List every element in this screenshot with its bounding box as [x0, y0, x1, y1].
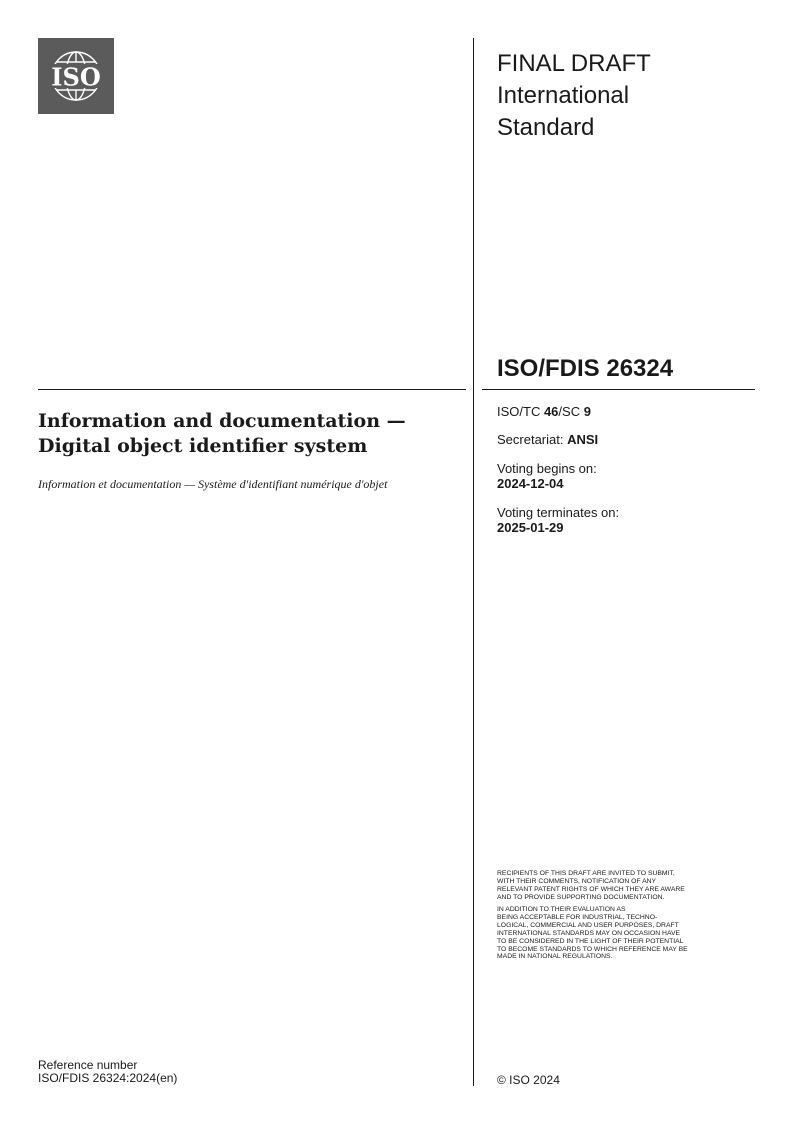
draft-line-2: International	[497, 82, 630, 109]
notice-line: INTERNATIONAL STANDARDS MAY ON OCCASION HAVE	[497, 929, 681, 937]
notice-line: TO BECOME STANDARDS TO WHICH REFERENCE MAY BE	[497, 945, 688, 953]
vertical-divider	[473, 38, 474, 1086]
notice-line: TO BE CONSIDERED IN THE LIGHT OF THEIR POTENTIAL	[497, 937, 684, 945]
reference-label: Reference number	[38, 1058, 138, 1072]
notice-line: IN ADDITION TO THEIR EVALUATION AS	[497, 906, 626, 913]
notice-line: RECIPIENTS OF THIS DRAFT ARE INVITED TO SUBMIT,	[497, 870, 675, 877]
secretariat-label: Secretariat:	[497, 432, 568, 447]
evaluation-notice	[497, 906, 759, 961]
title-line-1: Information and documentation —	[38, 410, 406, 432]
voting-terminates-label: Voting terminates on:	[497, 505, 620, 520]
document-stage-label	[497, 48, 757, 144]
horizontal-divider-right	[482, 389, 755, 390]
voting-begins-date: 2024-12-04	[497, 476, 564, 491]
voting-begins	[497, 461, 755, 491]
document-number: ISO/FDIS 26324	[497, 355, 674, 382]
draft-line-1: FINAL DRAFT	[497, 50, 651, 77]
reference-number	[38, 1059, 338, 1085]
iso-globe-logo-icon	[38, 38, 114, 114]
sc-prefix: /SC	[558, 404, 584, 419]
french-title: Information et documentation — Système d'identifiant numérique d'objet	[38, 477, 388, 491]
secretariat	[497, 432, 755, 447]
horizontal-divider-left	[38, 389, 466, 390]
draft-line-3: Standard	[497, 114, 595, 141]
voting-terminates-date: 2025-01-29	[497, 520, 564, 535]
patent-notice	[497, 870, 759, 902]
logo-text: ISO	[51, 62, 101, 92]
committee-prefix: ISO/TC	[497, 404, 544, 419]
iso-logo	[38, 38, 114, 114]
committee-reference	[497, 404, 755, 419]
notice-line: WITH THEIR COMMENTS, NOTIFICATION OF ANY	[497, 877, 657, 885]
secretariat-value: ANSI	[567, 432, 599, 447]
notice-line: RELEVANT PATENT RIGHTS OF WHICH THEY ARE AWARE	[497, 885, 685, 893]
voting-terminates	[497, 505, 755, 535]
document-title	[38, 409, 458, 459]
sc-number: 9	[583, 404, 591, 419]
notice-line: AND TO PROVIDE SUPPORTING DOCUMENTATION.	[497, 893, 665, 901]
tc-number: 46	[543, 404, 559, 419]
reference-value: ISO/FDIS 26324:2024(en)	[38, 1071, 178, 1085]
notice-line: MADE IN NATIONAL REGULATIONS.	[497, 953, 613, 961]
voting-begins-label: Voting begins on:	[497, 461, 597, 476]
title-line-2: Digital object identifier system	[38, 435, 368, 457]
notice-line: BEING ACCEPTABLE FOR INDUSTRIAL, TECHNO-	[497, 913, 658, 921]
copyright-notice: © ISO 2024	[497, 1073, 560, 1087]
notice-line: LOGICAL, COMMERCIAL AND USER PURPOSES, DRAFT	[497, 921, 679, 929]
